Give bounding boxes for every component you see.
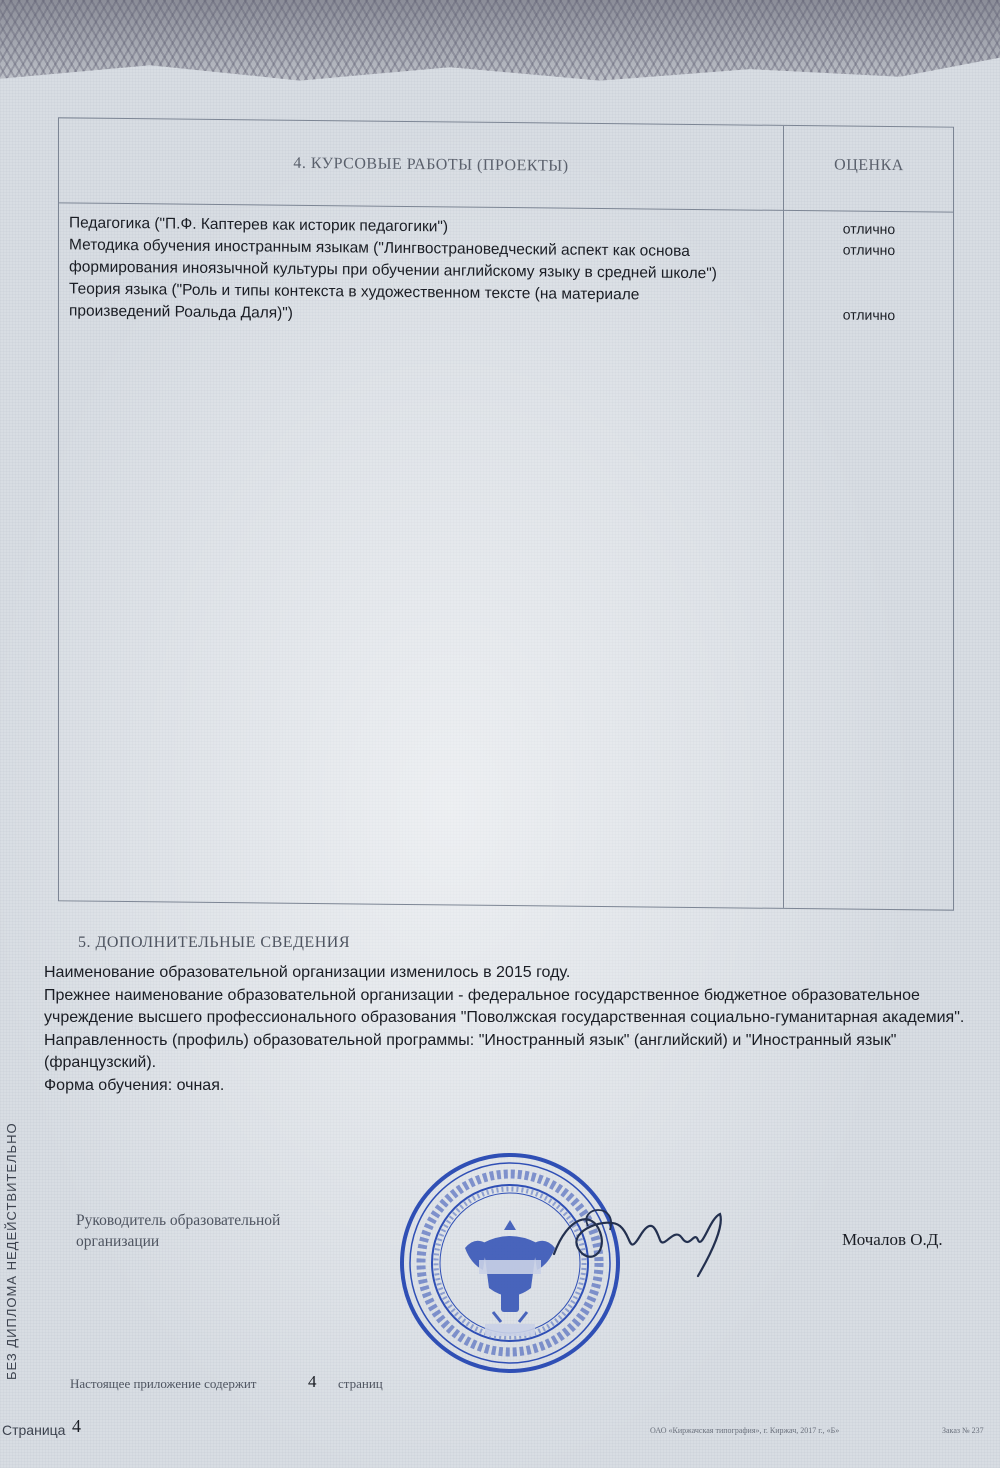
pages-count: 4: [308, 1372, 317, 1391]
section5-title: 5. ДОПОЛНИТЕЛЬНЫЕ СВЕДЕНИЯ: [78, 934, 350, 951]
guilloche-border: [0, 0, 1000, 96]
info-line: Форма обучения: очная.: [44, 1076, 225, 1094]
coursework-grade: отлично: [842, 220, 896, 238]
info-line: Наименование образовательной организации изменилось в 2015 году.: [44, 964, 571, 981]
handwritten-signature-icon: [548, 1196, 738, 1286]
additional-info: [44, 962, 974, 1097]
page-label: Страница: [2, 1422, 66, 1438]
section4-title: 4. КУРСОВЫЕ РАБОТЫ (ПРОЕКТЫ): [293, 154, 569, 175]
coursework-item: Теория языка ("Роль и типы контекста в художественном тексте (на материале произведений Роальда Даля)"): [69, 280, 640, 322]
head-name: Мочалов О.Д.: [842, 1230, 943, 1249]
validity-side-text: БЕЗ ДИПЛОМА НЕДЕЙСТВИТЕЛЬНО: [4, 1122, 19, 1380]
header-divider: [59, 202, 953, 212]
coursework-grade: отлично: [842, 306, 896, 324]
grade-column-header: ОЦЕНКА: [834, 156, 904, 175]
coursework-item: Методика обучения иностранным языкам ("Лингвострановедческий аспект как основа формирования иноязычной культуры при обучении английскому языку в средней школе"): [69, 236, 717, 283]
grade-list: [789, 220, 949, 324]
printer-imprint: ОАО «Киржачская типография», г. Киржач, 2017 г., «Б»: [650, 1426, 840, 1435]
head-of-organization-label: Руководитель образовательной организации: [76, 1212, 281, 1250]
column-divider: [783, 126, 784, 908]
coursework-grade: отлично: [842, 241, 896, 259]
page-number: 4: [72, 1416, 81, 1436]
pages-note-suffix: страниц: [338, 1376, 383, 1391]
coursework-item: Педагогика ("П.Ф. Каптерев как историк педагогики"): [69, 214, 449, 236]
info-line: Прежнее наименование образовательной организации - федеральное государственное бюджетное образовательное учреждение высшего профессионального образования "Поволжская государственная социально-гуманитарная академия".: [44, 986, 965, 1026]
order-number: Заказ № 237: [942, 1426, 984, 1435]
coursework-table: [58, 117, 954, 910]
info-line: Направленность (профиль) образовательной программы: "Иностранный язык" (английский) и "Иностранный язык" (французский).: [44, 1031, 897, 1071]
coursework-list: [69, 212, 769, 329]
pages-note-prefix: Настоящее приложение содержит: [70, 1376, 257, 1391]
